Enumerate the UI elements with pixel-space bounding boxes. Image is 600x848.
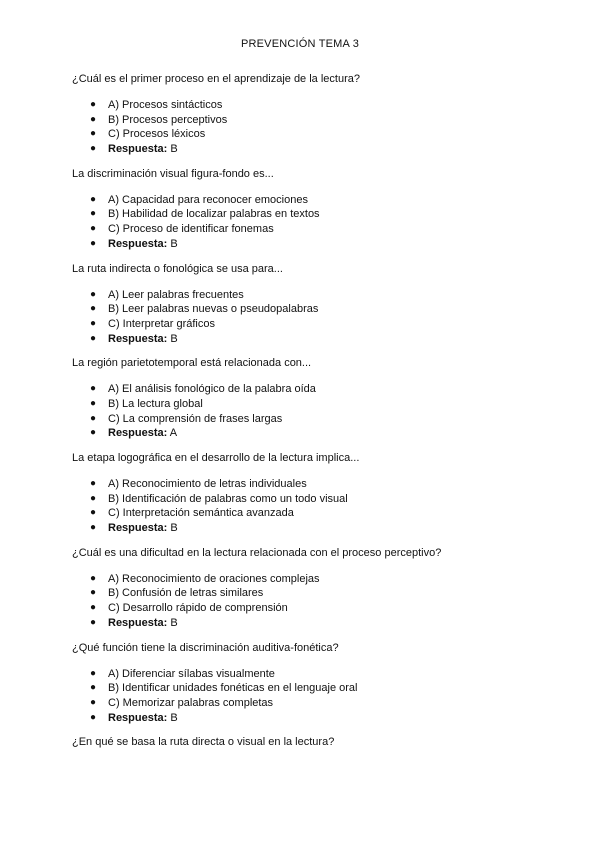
question-text: ¿En qué se basa la ruta directa o visual en la lectura? — [72, 736, 335, 749]
bullet-icon: ● — [90, 223, 97, 235]
bullet-icon: ● — [90, 113, 97, 125]
question-text: ¿Cuál es el primer proceso en el aprendizaje de la lectura? — [72, 73, 360, 85]
bullet-icon: ● — [90, 507, 97, 519]
bullet-icon: ● — [90, 616, 97, 628]
answer-value: B — [170, 522, 178, 535]
bullet-icon: ● — [90, 332, 97, 344]
option-item: ● A) El análisis fonológico de la palabra oída — [90, 383, 316, 396]
answer-value: B — [170, 711, 178, 724]
question-text: ¿Cuál es una dificultad en la lectura relacionada con el proceso perceptivo? — [72, 546, 442, 559]
question-text: ¿Qué función tiene la discriminación auditiva-fonética? — [72, 641, 339, 654]
option-item: ● C) Desarrollo rápido de comprensión — [90, 602, 288, 615]
bullet-icon: ● — [90, 128, 97, 140]
page-title: PREVENCIÓN TEMA 3 — [240, 38, 360, 50]
answer-value: B — [170, 237, 178, 250]
answer-value: B — [170, 616, 178, 629]
question-block-7 — [72, 641, 542, 726]
bullet-icon: ● — [90, 492, 97, 504]
option-item: ● A) Diferenciar sílabas visualmente — [90, 667, 275, 680]
option-list — [72, 382, 542, 441]
bullet-icon: ● — [90, 317, 97, 329]
answer-label: Respuesta: — [108, 711, 168, 724]
option-item: ● B) Identificar unidades fonéticas en el lenguaje oral — [90, 682, 358, 695]
answer-label: Respuesta: — [108, 237, 168, 250]
question-text: La discriminación visual figura-fondo es... — [72, 167, 274, 180]
question-block-1 — [72, 72, 542, 157]
answer-value: B — [170, 143, 178, 156]
bullet-icon: ● — [90, 193, 97, 205]
bullet-icon: ● — [90, 522, 97, 534]
question-block-2 — [72, 167, 542, 252]
answer-item — [72, 426, 542, 441]
question-text: La ruta indirecta o fonológica se usa para... — [72, 262, 283, 275]
answer-value: B — [170, 332, 178, 345]
option-item: ● B) Identificación de palabras como un todo visual — [90, 492, 348, 505]
question-text: La etapa logográfica en el desarrollo de la lectura implica... — [72, 452, 360, 464]
answer-label: Respuesta: — [108, 143, 168, 156]
bullet-icon: ● — [90, 667, 97, 679]
answer-item — [72, 332, 542, 347]
answer-item — [72, 616, 542, 631]
option-item: ● B) La lectura global — [90, 397, 203, 410]
bullet-icon: ● — [90, 696, 97, 708]
answer-label: Respuesta: — [108, 332, 168, 345]
bullet-icon: ● — [90, 587, 97, 599]
option-item: ● C) Interpretar gráficos — [90, 317, 215, 330]
question-block-4 — [72, 356, 542, 441]
bullet-icon: ● — [90, 412, 97, 424]
bullet-icon: ● — [90, 478, 97, 489]
option-item: ● B) Confusión de letras similares — [90, 587, 264, 600]
option-item: ● B) Habilidad de localizar palabras en textos — [90, 208, 320, 221]
bullet-icon: ● — [90, 602, 97, 614]
question-text: La región parietotemporal está relacionada con... — [72, 357, 312, 370]
option-item: ● B) Procesos perceptivos — [90, 113, 228, 126]
bullet-icon: ● — [90, 682, 97, 694]
question-block-3 — [72, 262, 542, 347]
option-list — [72, 667, 542, 726]
answer-value: A — [169, 427, 178, 440]
answer-item — [72, 142, 542, 157]
answer-item — [72, 237, 542, 252]
bullet-icon: ● — [90, 143, 97, 155]
option-list — [72, 288, 542, 347]
option-item: ● A) Leer palabras frecuentes — [90, 288, 244, 301]
option-item: ● C) La comprensión de frases largas — [90, 412, 283, 425]
answer-item — [72, 711, 542, 726]
option-item: ● B) Leer palabras nuevas o pseudopalabras — [90, 303, 319, 316]
option-item: ● A) Procesos sintácticos — [90, 99, 223, 111]
bullet-icon: ● — [90, 208, 97, 220]
bullet-icon: ● — [90, 237, 97, 249]
option-item: ● C) Memorizar palabras completas — [90, 696, 274, 709]
option-item: ● A) Reconocimiento de letras individuales — [90, 478, 307, 490]
bullet-icon: ● — [90, 383, 97, 395]
option-item: ● C) Procesos léxicos — [90, 128, 206, 141]
option-list — [72, 477, 542, 536]
answer-label: Respuesta: — [108, 522, 168, 535]
answer-label: Respuesta: — [108, 616, 168, 629]
bullet-icon: ● — [90, 288, 97, 300]
option-item: ● A) Reconocimiento de oraciones complejas — [90, 572, 320, 585]
answer-item — [72, 521, 542, 536]
bullet-icon: ● — [90, 572, 97, 584]
question-block-8 — [72, 735, 542, 750]
bullet-icon: ● — [90, 427, 97, 439]
bullet-icon: ● — [90, 711, 97, 723]
bullet-icon: ● — [90, 303, 97, 315]
question-block-5 — [72, 451, 542, 536]
question-list — [72, 72, 542, 760]
question-block-6 — [72, 546, 542, 631]
bullet-icon: ● — [90, 99, 97, 110]
option-item: ● C) Proceso de identificar fonemas — [90, 223, 274, 236]
option-item: ● C) Interpretación semántica avanzada — [90, 507, 294, 520]
option-list — [72, 572, 542, 631]
answer-label: Respuesta: — [108, 427, 168, 440]
bullet-icon: ● — [90, 397, 97, 409]
option-list — [72, 98, 542, 157]
option-item: ● A) Capacidad para reconocer emociones — [90, 193, 308, 206]
option-list — [72, 193, 542, 252]
